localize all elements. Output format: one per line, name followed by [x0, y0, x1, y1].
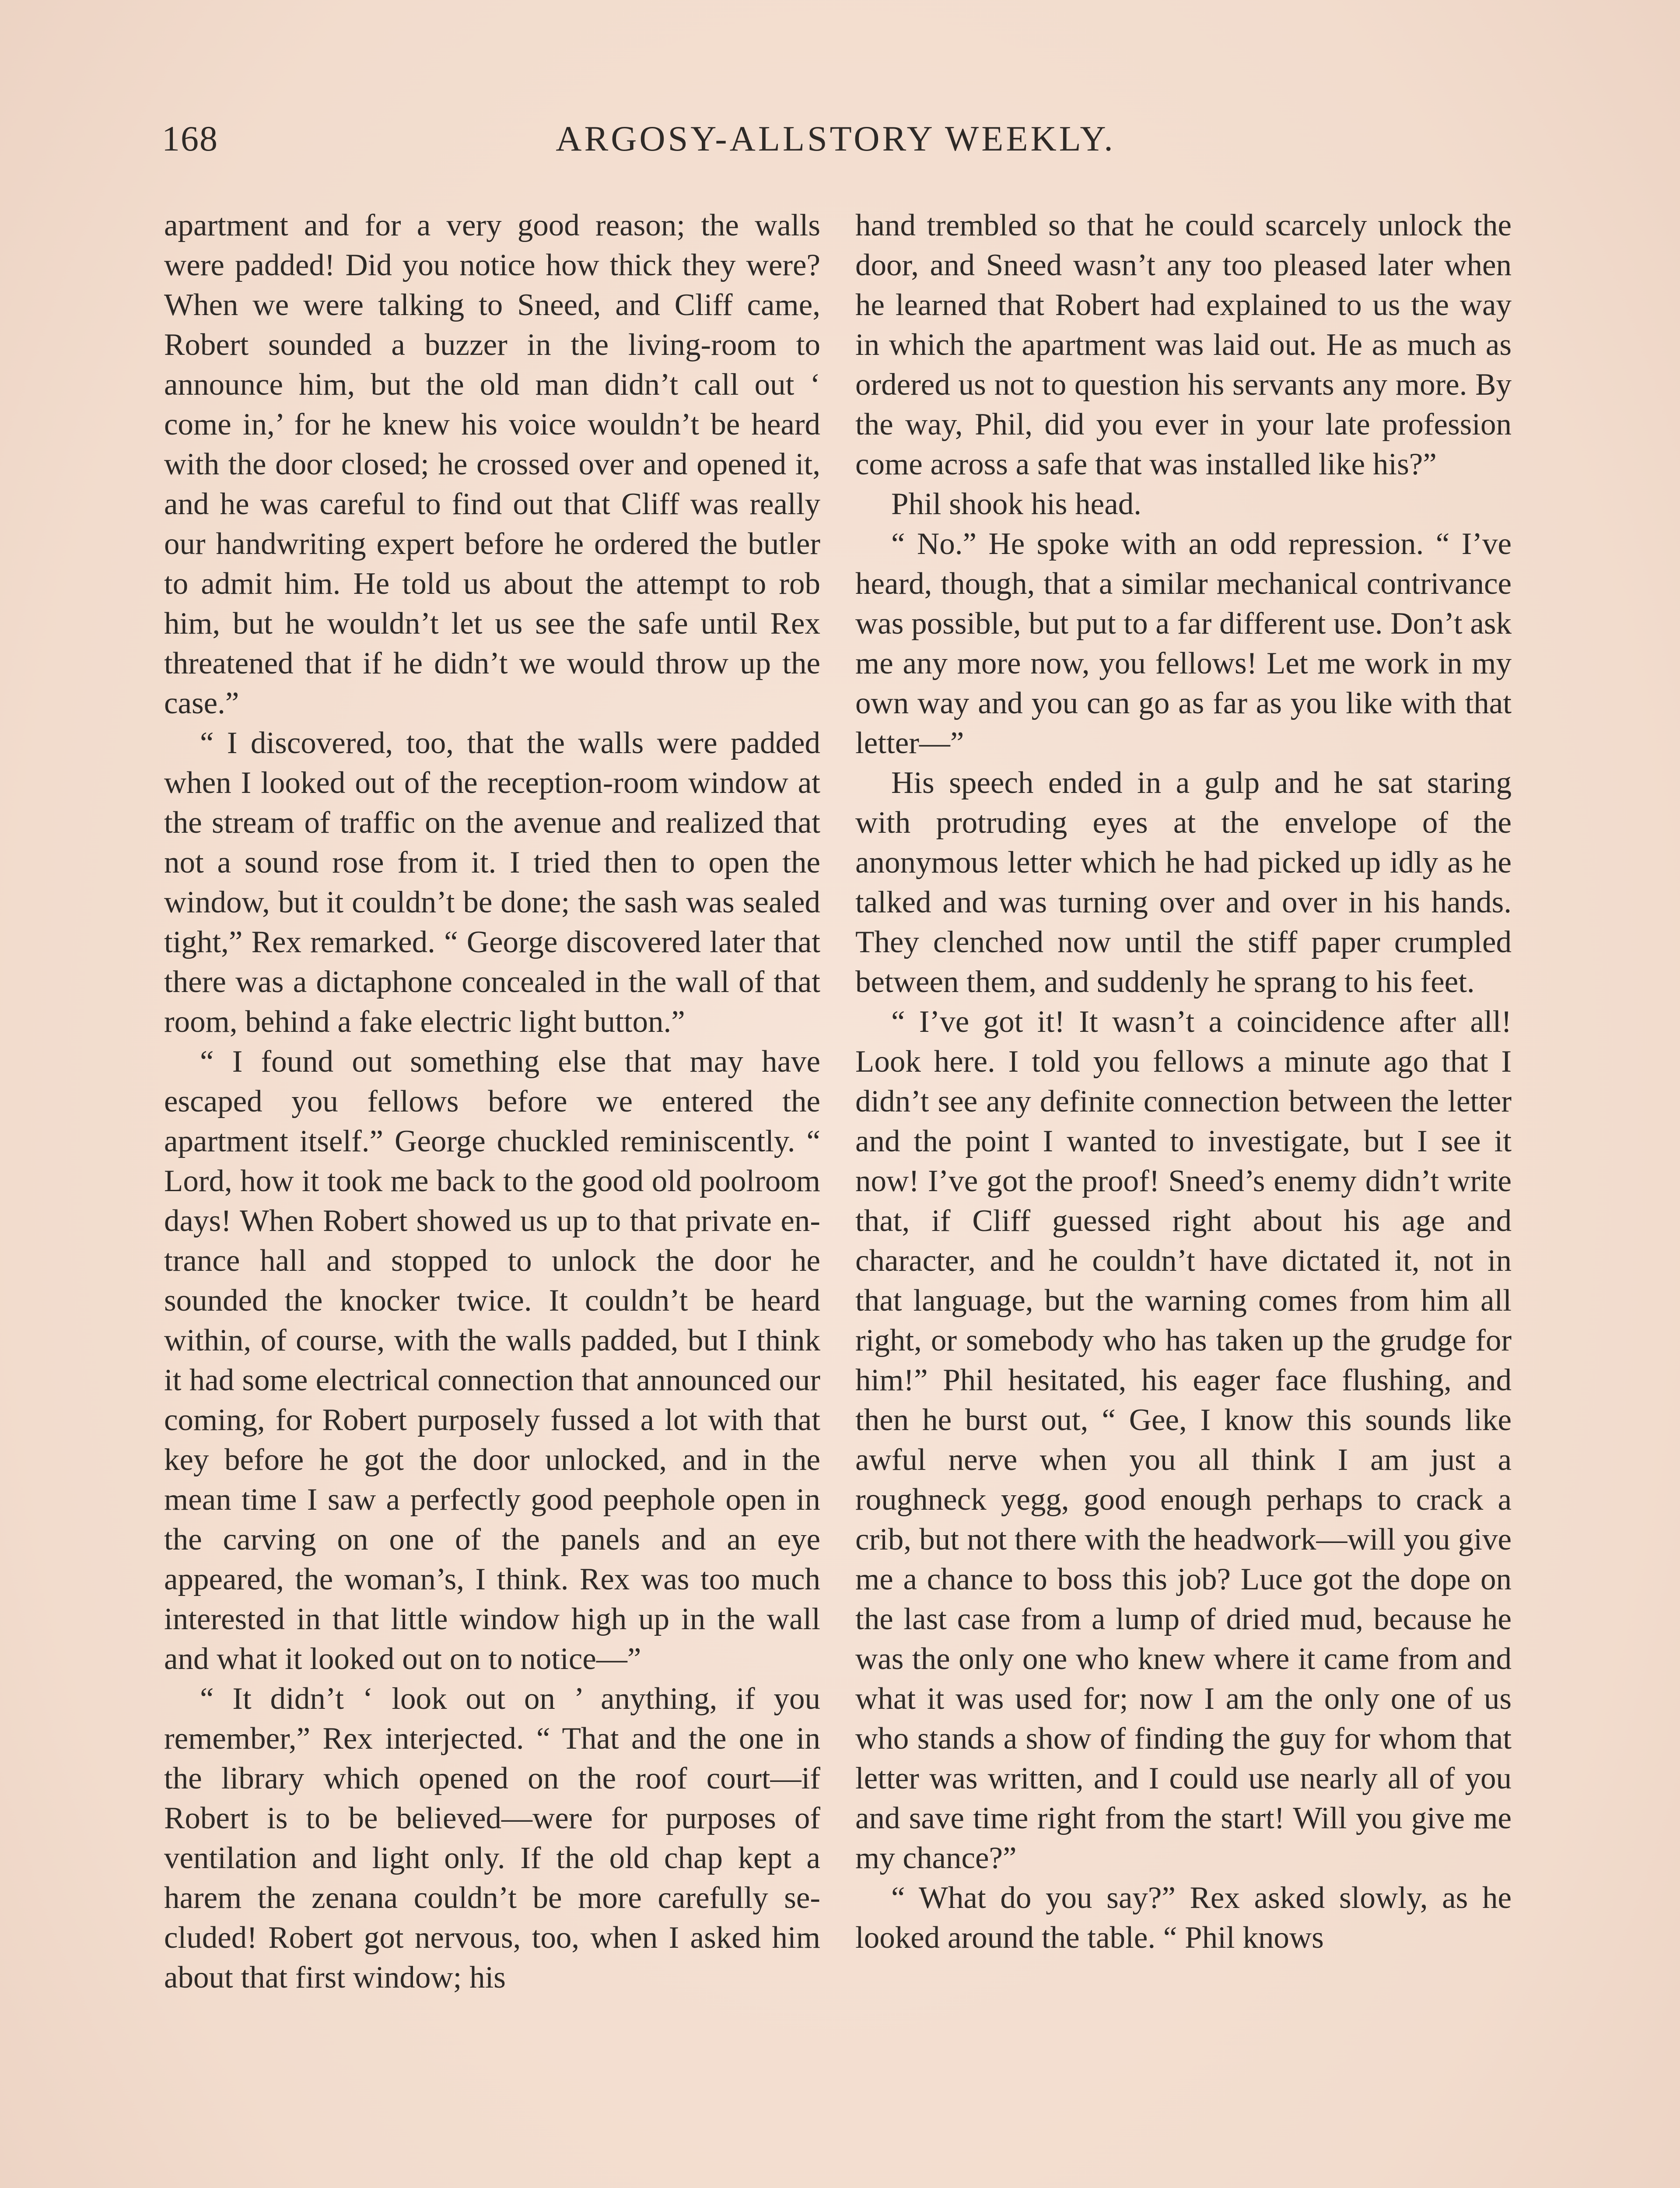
- left-column: [164, 206, 820, 2188]
- paragraph: hand trembled so that he could scarcely unlock the door, and Sneed wasn’t any too pleased later when he learned that Robert had explained to us the way in which the apartment was laid out. He as much as ordered us not to question his servants any more. By the way, Phil, did you ever in your late profession come across a safe that was installed like his?”: [855, 208, 1512, 481]
- paragraph: His speech ended in a gulp and he sat staring with protruding eyes at the envelope of the anonymous letter which he had picked up idly as he talked and was turning over and over in his hands. They clenched now until the stiff paper crumpled between them, and suddenly he sprang to his feet.: [855, 766, 1512, 999]
- paragraph: “ What do you say?” Rex asked slowly, as he looked around the table. “ Phil knows: [855, 1881, 1512, 1955]
- right-column: [855, 206, 1512, 2188]
- paragraph: Phil shook his head.: [891, 487, 1141, 521]
- page-header: [158, 118, 1514, 171]
- running-head: ARGOSY-ALLSTORY WEEKLY.: [556, 119, 1116, 158]
- paragraph: “ I’ve got it! It wasn’t a coincidence after all! Look here. I told you fellows a minute ago that I didn’t see any definite connection between the letter and the point I wanted to investigate, but I see it now! I’ve got the proof! Sneed’s enemy didn’t write that, if Cliff guessed right about his age and character, and he couldn’t have dictated it, not in that language, but the warning comes from him all right, or somebody who has taken up the grudge for him!” Phil hesitated, his eager face flushing, and then he burst out, “ Gee, I know this sounds like awful nerve when you all think I am just a roughneck yegg, good enough perhaps to crack a crib, but not there with the headwork—will you give me a chance to boss this job? Luce got the dope on the last case from a lump of dried mud, because he was the only one who knew where it came from and what it was used for; now I am the only one of us who stands a show of finding the guy for whom that letter was written, and I could use nearly all of you and save time right from the start! Will you give me my chance?”: [855, 1005, 1512, 1875]
- paragraph: “ I discovered, too, that the walls were padded when I looked out of the reception-room window at the stream of traffic on the avenue and realized that not a sound rose from it. I tried then to open the window, but it couldn’t be done; the sash was sealed tight,” Rex remarked. “ George discovered later that there was a dictaphone concealed in the wall of that room, behind a fake electric light button.”: [164, 726, 820, 1039]
- page-number: 168: [162, 119, 218, 158]
- paragraph: “ I found out something else that may have escaped you fellows before we entered the apartment itself.” George chuckled reminiscently. “ Lord, how it took me back to the good old poolroom days! When Robert showed us up to that private entrance hall and stopped to unlock the door he sounded the knocker twice. It couldn’t be heard within, of course, with the walls padded, but I think it had some electrical connection that announced our coming, for Robert purposely fussed a lot with that key before he got the door unlocked, and in the mean time I saw a perfectly good peephole open in the carving on one of the panels and an eye appeared, the woman’s, I think. Rex was too much interested in that little window high up in the wall and what it looked out on to notice—”: [164, 1045, 820, 1676]
- paragraph: “ No.” He spoke with an odd repression. “ I’ve heard, though, that a similar mechanical contrivance was possible, but put to a far different use. Don’t ask me any more now, you fellows! Let me work in my own way and you can go as far as you like with that letter—”: [855, 527, 1512, 760]
- paragraph: apartment and for a very good reason; the walls were padded! Did you notice how thick they were? When we were talking to Sneed, and Cliff came, Robert sounded a buzzer in the living-room to announce him, but the old man didn’t call out ‘ come in,’ for he knew his voice wouldn’t be heard with the door closed; he crossed over and opened it, and he was careful to find out that Cliff was really our handwriting expert before he ordered the butler to admit him. He told us about the attempt to rob him, but he wouldn’t let us see the safe until Rex threatened that if he didn’t we would throw up the case.”: [164, 208, 820, 720]
- paragraph: “ It didn’t ‘ look out on ’ anything, if you remember,” Rex interjected. “ That and the one in the library which opened on the roof court—if Robert is to be believed—were for purposes of ventilation and light only. If the old chap kept a harem the zenana couldn’t be more carefully secluded! Robert got nervous, too, when I asked him about that first window; his: [164, 1682, 820, 1995]
